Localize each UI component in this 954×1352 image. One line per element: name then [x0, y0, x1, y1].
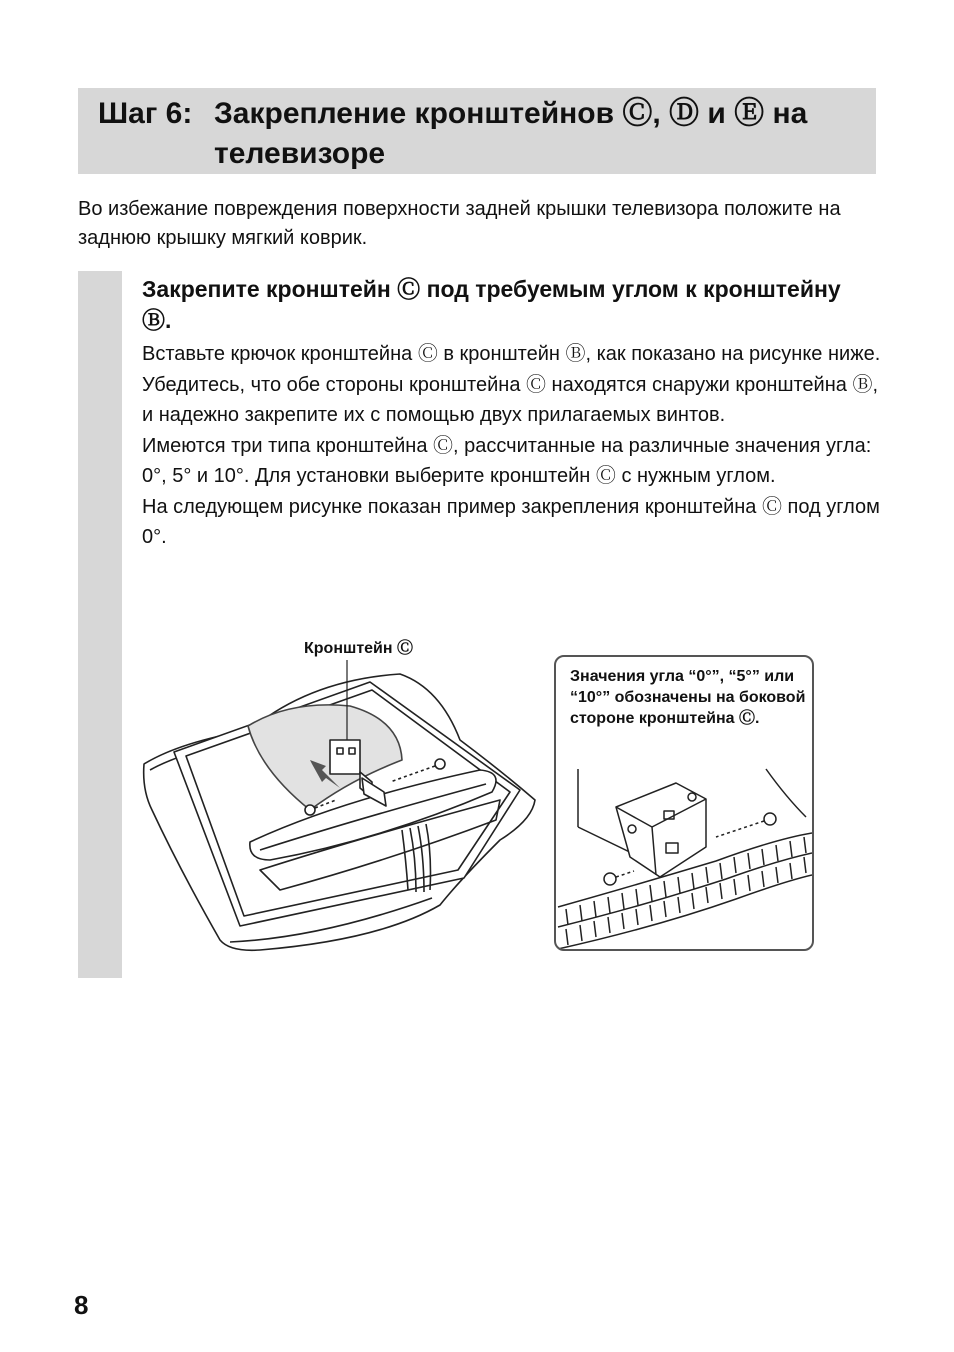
- step-title: Закрепление кронштейнов Ⓒ, Ⓓ и Ⓔ на телевизоре: [214, 97, 808, 170]
- callout-text: Значения угла “0°”, “5°” или “10°” обозначены на боковой стороне кронштейна Ⓒ.: [570, 668, 806, 727]
- tv-back-illustration: [140, 660, 540, 960]
- instruction-paragraph-1: Вставьте крючок кронштейна Ⓒ в кронштейн Ⓑ, как показано на рисунке ниже. Убедитесь, что обе стороны кронштейна Ⓒ находятся снаружи кронштейна Ⓑ, и надежно закрепите их с помощью двух прилагаемых винтов.: [142, 343, 881, 426]
- step-label: Шаг 6:: [98, 97, 193, 130]
- instruction-sidebar: [78, 271, 122, 978]
- step-header: [78, 88, 876, 174]
- bracket-c-label: Кронштейн Ⓒ: [304, 640, 413, 657]
- instruction-paragraph-3: На следующем рисунке показан пример закрепления кронштейна Ⓒ под углом 0°.: [142, 495, 880, 548]
- bracket-closeup-illustration: [556, 757, 812, 949]
- callout-box: [554, 655, 814, 951]
- intro-text: Во избежание повреждения поверхности задней крышки телевизора положите на заднюю крышку мягкий коврик.: [78, 198, 841, 249]
- page-number: 8: [74, 1290, 89, 1320]
- instruction-body: [142, 339, 882, 553]
- instruction-title: Закрепите кронштейн Ⓒ под требуемым углом к кронштейну Ⓑ.: [142, 276, 841, 333]
- instruction-paragraph-2: Имеются три типа кронштейна Ⓒ, рассчитанные на различные значения угла: 0°, 5° и 10°. Для установки выберите кронштейн Ⓒ с нужным углом.: [142, 434, 872, 487]
